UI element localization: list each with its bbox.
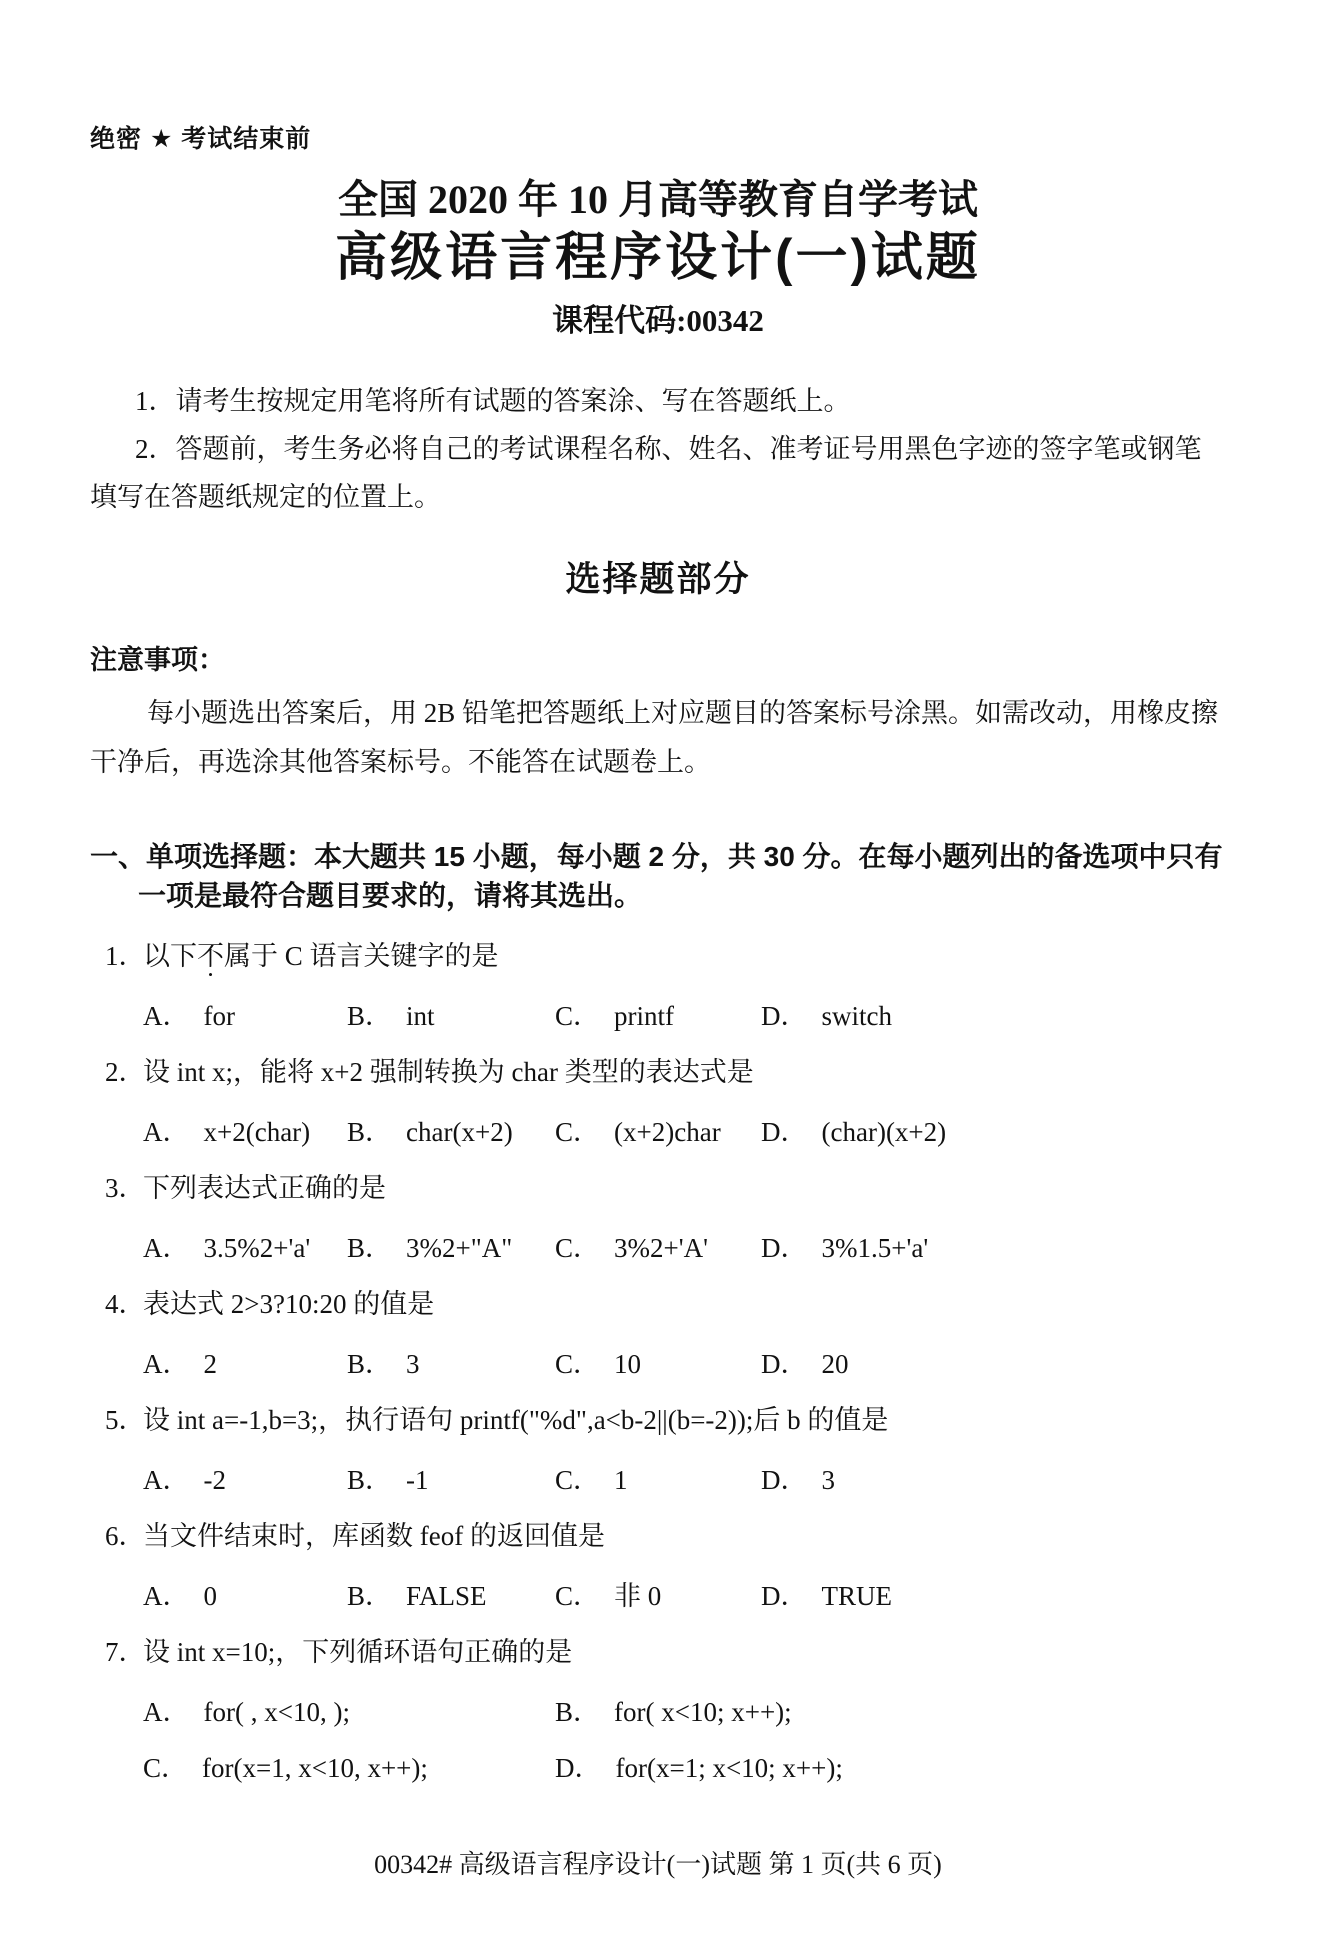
option-text: FALSE xyxy=(406,1581,487,1611)
option-label: A． xyxy=(143,1001,190,1031)
option-c xyxy=(555,1001,761,1031)
option-label: C． xyxy=(555,1233,601,1263)
part-title: 选择题部分 xyxy=(565,560,751,599)
options-row xyxy=(143,1233,1226,1263)
question-number: 4． xyxy=(105,1289,146,1319)
question-text xyxy=(90,1173,1226,1203)
option-c xyxy=(555,1233,761,1263)
option-text: TRUE xyxy=(821,1581,892,1611)
option-text: 3%1.5+'a' xyxy=(821,1233,929,1263)
question-text xyxy=(90,1405,1226,1435)
option-text: int xyxy=(406,1001,435,1031)
option-text: for( x<10; x++); xyxy=(614,1697,792,1727)
question-number: 6． xyxy=(105,1521,146,1551)
option-label: D． xyxy=(761,1581,808,1611)
option-text: 3%2+"A" xyxy=(406,1233,513,1263)
options-row xyxy=(143,1117,1226,1147)
option-text: char(x+2) xyxy=(406,1117,513,1147)
question-text xyxy=(90,1521,1226,1551)
question-text-body: 设 int x;，能将 x+2 强制转换为 char 类型的表达式是 xyxy=(143,1057,754,1087)
question-text-body: 下列表达式正确的是 xyxy=(143,1173,386,1203)
option-label: C． xyxy=(555,1465,601,1495)
option-c xyxy=(555,1117,761,1147)
option-text: 非 0 xyxy=(614,1581,662,1611)
question-number: 7． xyxy=(105,1637,146,1667)
question-text-pre: 以下 xyxy=(143,941,197,971)
exam-title: 全国 2020 年 10 月高等教育自学考试 xyxy=(338,177,978,222)
option-b xyxy=(347,1349,555,1379)
option-label: C． xyxy=(555,1117,601,1147)
question-number: 3． xyxy=(105,1173,146,1203)
option-c xyxy=(555,1465,761,1495)
option-label: B． xyxy=(555,1697,601,1727)
option-text: (char)(x+2) xyxy=(821,1117,947,1147)
option-d xyxy=(761,1001,1226,1031)
option-text: for(x=1, x<10, x++); xyxy=(202,1753,428,1783)
notice-label: 注意事项： xyxy=(90,645,225,675)
option-label: C． xyxy=(555,1581,601,1611)
option-text: 3 xyxy=(821,1465,835,1495)
option-label: A． xyxy=(143,1117,190,1147)
option-label: A． xyxy=(143,1349,190,1379)
question-text-body: 设 int x=10;，下列循环语句正确的是 xyxy=(143,1637,573,1667)
options-row xyxy=(143,1465,1226,1495)
question-5 xyxy=(90,1405,1226,1495)
option-d xyxy=(555,1753,1226,1783)
option-label: C． xyxy=(143,1753,189,1783)
question-3 xyxy=(90,1173,1226,1263)
emphasized-char: 不 xyxy=(197,941,224,971)
option-d xyxy=(761,1117,1226,1147)
option-a xyxy=(143,1233,347,1263)
options-grid xyxy=(143,1697,1226,1783)
option-text: (x+2)char xyxy=(614,1117,721,1147)
option-b xyxy=(347,1465,555,1495)
option-label: D． xyxy=(761,1001,808,1031)
instruction-item-2: 2．答题前，考生务必将自己的考试课程名称、姓名、准考证号用黑色字迹的签字笔或钢笔填写在答题纸规定的位置上。 xyxy=(90,434,1202,512)
option-d xyxy=(761,1349,1226,1379)
option-a xyxy=(143,1697,555,1727)
option-text: 2 xyxy=(203,1349,217,1379)
option-label: A． xyxy=(143,1233,190,1263)
option-c xyxy=(143,1753,555,1783)
option-text: 0 xyxy=(203,1581,217,1611)
question-1 xyxy=(90,941,1226,1031)
question-2 xyxy=(90,1057,1226,1147)
option-label: B． xyxy=(347,1465,393,1495)
course-code: 课程代码:00342 xyxy=(552,303,764,338)
option-text: switch xyxy=(821,1001,892,1031)
paper-title: 高级语言程序设计(一)试题 xyxy=(335,229,981,287)
option-a xyxy=(143,1465,347,1495)
option-a xyxy=(143,1581,347,1611)
option-text: printf xyxy=(614,1001,675,1031)
notice-text: 每小题选出答案后，用 2B 铅笔把答题纸上对应题目的答案标号涂黑。如需改动，用橡皮擦干净后，再选涂其他答案标号。不能答在试题卷上。 xyxy=(90,698,1219,777)
option-c xyxy=(555,1349,761,1379)
question-text xyxy=(90,1289,1226,1319)
question-number: 2． xyxy=(105,1057,146,1087)
option-label: A． xyxy=(143,1465,190,1495)
option-label: D． xyxy=(761,1465,808,1495)
option-text: x+2(char) xyxy=(203,1117,311,1147)
option-label: B． xyxy=(347,1001,393,1031)
question-text-post: 属于 C 语言关键字的是 xyxy=(224,941,499,971)
question-text xyxy=(90,1057,1226,1087)
question-number: 5． xyxy=(105,1405,146,1435)
question-7 xyxy=(90,1637,1226,1783)
option-text: -2 xyxy=(203,1465,226,1495)
option-d xyxy=(761,1581,1226,1611)
option-label: B． xyxy=(347,1233,393,1263)
option-text: for( , x<10, ); xyxy=(203,1697,350,1727)
option-d xyxy=(761,1465,1226,1495)
option-c xyxy=(555,1581,761,1611)
option-label: D． xyxy=(761,1349,808,1379)
question-text-body: 当文件结束时，库函数 feof 的返回值是 xyxy=(143,1521,605,1551)
option-b xyxy=(347,1117,555,1147)
options-row xyxy=(143,1001,1226,1031)
option-b xyxy=(347,1001,555,1031)
option-text: 3.5%2+'a' xyxy=(203,1233,311,1263)
option-b xyxy=(347,1581,555,1611)
option-text: for(x=1; x<10; x++); xyxy=(615,1753,843,1783)
question-4 xyxy=(90,1289,1226,1379)
option-text: for xyxy=(203,1001,235,1031)
option-b xyxy=(347,1233,555,1263)
option-label: B． xyxy=(347,1349,393,1379)
option-text: 3 xyxy=(406,1349,420,1379)
option-text: 3%2+'A' xyxy=(614,1233,708,1263)
options-row xyxy=(143,1349,1226,1379)
question-text xyxy=(90,1637,1226,1667)
option-text: 10 xyxy=(614,1349,642,1379)
option-label: D． xyxy=(555,1753,602,1783)
question-text-body: 表达式 2>3?10:20 的值是 xyxy=(143,1289,435,1319)
page-footer: 00342# 高级语言程序设计(一)试题 第 1 页(共 6 页) xyxy=(374,1850,942,1879)
option-d xyxy=(761,1233,1226,1263)
options-row xyxy=(143,1581,1226,1611)
option-text: -1 xyxy=(406,1465,429,1495)
option-label: B． xyxy=(347,1117,393,1147)
option-a xyxy=(143,1349,347,1379)
option-label: B． xyxy=(347,1581,393,1611)
option-text: 1 xyxy=(614,1465,628,1495)
option-label: D． xyxy=(761,1117,808,1147)
question-number: 1． xyxy=(105,941,146,971)
option-text: 20 xyxy=(821,1349,849,1379)
option-label: A． xyxy=(143,1697,190,1727)
section-one-heading: 一、单项选择题：本大题共 15 小题，每小题 2 分，共 30 分。在每小题列出的备选项中只有一项是最符合题目要求的，请将其选出。 xyxy=(90,841,1223,911)
question-text xyxy=(90,941,1226,971)
option-a xyxy=(143,1117,347,1147)
instruction-item-1: 1．请考生按规定用笔将所有试题的答案涂、写在答题纸上。 xyxy=(135,386,851,416)
question-6 xyxy=(90,1521,1226,1611)
option-label: C． xyxy=(555,1001,601,1031)
question-text-body: 设 int a=-1,b=3;，执行语句 printf("%d",a<b-2||(b=-2));后 b 的值是 xyxy=(143,1405,889,1435)
option-a xyxy=(143,1001,347,1031)
option-label: D． xyxy=(761,1233,808,1263)
secrecy-label: 绝密 ★ 考试结束前 xyxy=(90,125,312,153)
option-label: C． xyxy=(555,1349,601,1379)
option-b xyxy=(555,1697,1226,1727)
option-label: A． xyxy=(143,1581,190,1611)
